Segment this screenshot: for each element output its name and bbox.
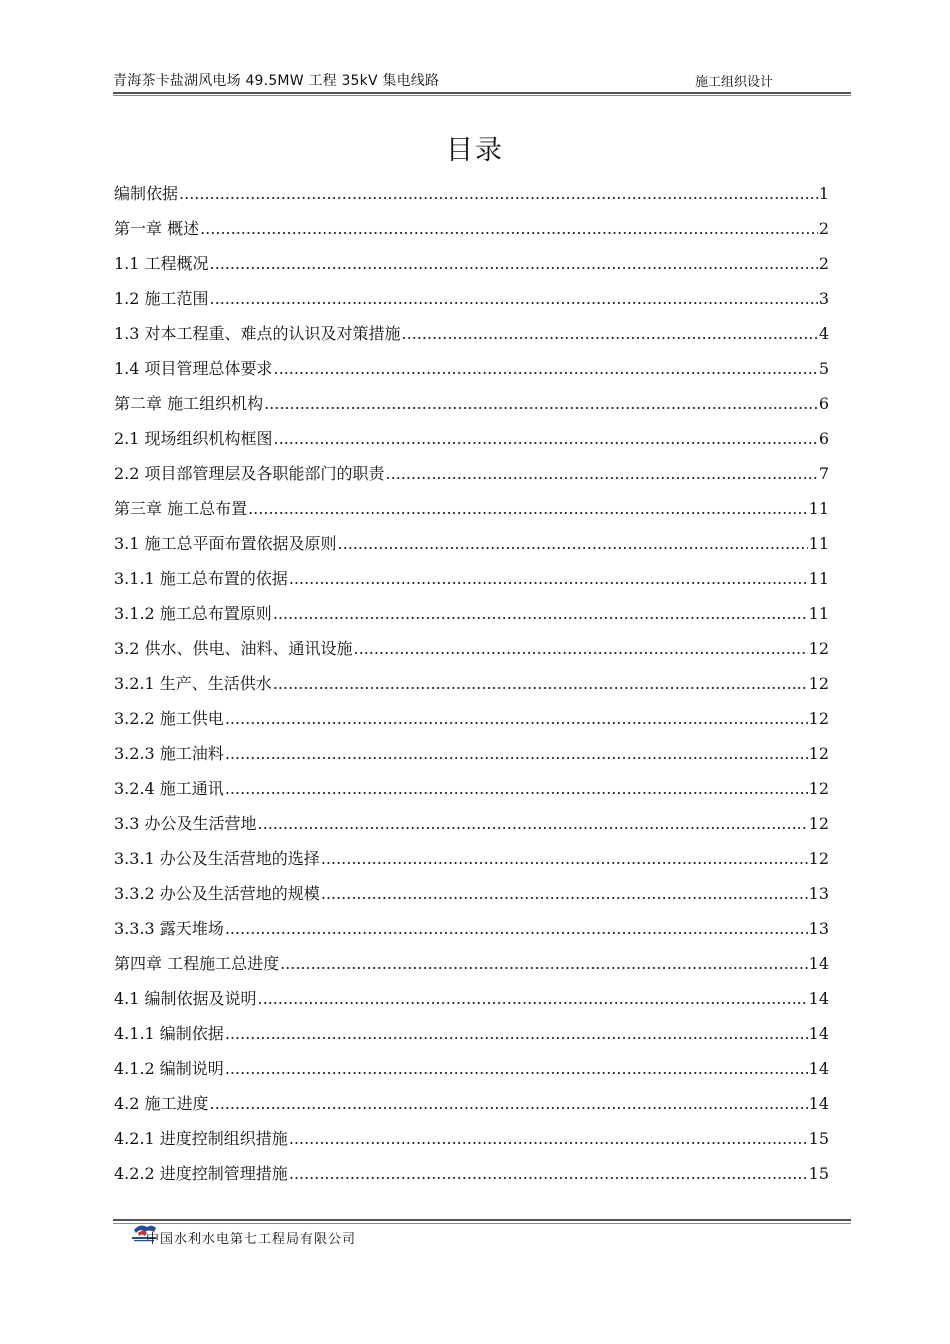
toc-leader-dots [225,1020,808,1048]
page-header [113,70,851,92]
toc-entry-page-number: 12 [808,709,829,728]
toc-leader-dots [264,390,818,418]
toc-leader-dots [225,915,808,943]
toc-entry[interactable] [114,1055,829,1090]
toc-entry-page-number: 15 [808,1129,829,1148]
toc-entry-title: 编制依据 [114,184,179,203]
toc-entry-title: 3.2.3 施工油料 [114,744,224,763]
toc-leader-dots [338,530,808,558]
toc-leader-dots [354,635,808,663]
header-document-type: 施工组织设计 [695,75,774,90]
toc-entry[interactable] [114,705,829,740]
toc-entry-title: 3.3.3 露天堆场 [114,919,224,938]
toc-entry-title: 4.2 施工进度 [114,1094,209,1113]
footer-rule-thin [113,1223,851,1224]
toc-leader-dots [402,320,818,348]
toc-leader-dots [274,355,818,383]
header-rule-thin [113,95,851,96]
toc-entry-page-number: 1 [818,184,829,203]
toc-entry-page-number: 13 [808,919,829,938]
toc-entry[interactable] [114,425,829,460]
toc-entry[interactable] [114,1020,829,1055]
toc-entry[interactable] [114,495,829,530]
toc-entry-title: 第二章 施工组织机构 [114,394,264,413]
toc-entry-page-number: 3 [818,289,829,308]
toc-leader-dots [225,1055,808,1083]
toc-leader-dots [280,950,808,978]
footer-company-name: 中国水利水电第七工程局有限公司 [146,1232,357,1247]
toc-leader-dots [179,180,818,208]
toc-entry-title: 第三章 施工总布置 [114,499,248,518]
toc-leader-dots [289,565,808,593]
toc-entry-page-number: 7 [818,464,829,483]
toc-leader-dots [210,285,818,313]
toc-entry-page-number: 6 [818,394,829,413]
toc-entry-title: 4.1.2 编制说明 [114,1059,224,1078]
toc-entry[interactable] [114,180,829,215]
toc-entry-title: 1.4 项目管理总体要求 [114,359,273,378]
toc-entry-title: 3.3 办公及生活营地 [114,814,257,833]
toc-entry-title: 4.2.2 进度控制管理措施 [114,1164,288,1183]
toc-entry-title: 4.1 编制依据及说明 [114,989,257,1008]
toc-entry[interactable] [114,600,829,635]
toc-entry-title: 2.1 现场组织机构框图 [114,429,273,448]
toc-entry[interactable] [114,845,829,880]
toc-entry-title: 1.1 工程概况 [114,254,209,273]
toc-entry-title: 3.1.1 施工总布置的依据 [114,569,288,588]
toc-entry-page-number: 12 [808,639,829,658]
toc-entry[interactable] [114,565,829,600]
toc-leader-dots [225,775,808,803]
toc-leader-dots [200,215,818,243]
toc-leader-dots [258,810,808,838]
toc-entry-title: 3.2 供水、供电、油料、通讯设施 [114,639,353,658]
toc-leader-dots [225,740,808,768]
toc-entry[interactable] [114,215,829,250]
toc-entry[interactable] [114,740,829,775]
toc-entry-page-number: 12 [808,779,829,798]
toc-entry-page-number: 11 [808,569,829,588]
toc-entry[interactable] [114,390,829,425]
toc-entry[interactable] [114,880,829,915]
toc-entry-page-number: 14 [808,989,829,1008]
toc-entry-title: 3.3.2 办公及生活营地的规模 [114,884,320,903]
toc-entry[interactable] [114,1160,829,1195]
toc-entry[interactable] [114,810,829,845]
toc-entry-page-number: 12 [808,849,829,868]
toc-entry-title: 1.3 对本工程重、难点的认识及对策措施 [114,324,401,343]
toc-entry-page-number: 13 [808,884,829,903]
toc-entry[interactable] [114,915,829,950]
toc-entry[interactable] [114,635,829,670]
header-rule-thick [113,92,851,94]
toc-entry[interactable] [114,530,829,565]
toc-entry-title: 第四章 工程施工总进度 [114,954,280,973]
toc-entry-title: 2.2 项目部管理层及各职能部门的职责 [114,464,385,483]
toc-entry[interactable] [114,670,829,705]
toc-entry-page-number: 14 [808,1024,829,1043]
toc-entry-page-number: 11 [808,534,829,553]
toc-leader-dots [225,705,808,733]
toc-entry[interactable] [114,1125,829,1160]
toc-leader-dots [248,495,808,523]
toc-entry-page-number: 12 [808,674,829,693]
toc-entry-page-number: 4 [818,324,829,343]
toc-entry[interactable] [114,320,829,355]
toc-leader-dots [273,600,808,628]
toc-entry-page-number: 6 [818,429,829,448]
toc-leader-dots [274,425,818,453]
toc-entry-title: 3.1 施工总平面布置依据及原则 [114,534,337,553]
toc-leader-dots [210,250,818,278]
toc-entry-page-number: 12 [808,814,829,833]
toc-entry[interactable] [114,285,829,320]
toc-entry[interactable] [114,250,829,285]
toc-leader-dots [289,1160,808,1188]
toc-leader-dots [289,1125,808,1153]
toc-entry-title: 3.3.1 办公及生活营地的选择 [114,849,320,868]
toc-entry[interactable] [114,950,829,985]
toc-leader-dots [258,985,808,1013]
toc-entry[interactable] [114,775,829,810]
toc-entry-title: 3.2.2 施工供电 [114,709,224,728]
toc-entry-title: 3.2.1 生产、生活供水 [114,674,272,693]
toc-entry-page-number: 2 [818,219,829,238]
footer-rule-thick [113,1219,851,1221]
toc-entry-page-number: 11 [808,604,829,623]
toc-entry-page-number: 12 [808,744,829,763]
toc-entry-page-number: 14 [808,954,829,973]
toc-leader-dots [210,1090,808,1118]
toc-entry[interactable] [114,460,829,495]
toc-entry-title: 4.2.1 进度控制组织措施 [114,1129,288,1148]
table-of-contents [114,180,829,1195]
toc-entry-title: 第一章 概述 [114,219,200,238]
toc-entry[interactable] [114,1090,829,1125]
toc-entry[interactable] [114,355,829,390]
toc-entry[interactable] [114,985,829,1020]
toc-entry-page-number: 14 [808,1094,829,1113]
toc-entry-title: 4.1.1 编制依据 [114,1024,224,1043]
toc-entry-page-number: 2 [818,254,829,273]
toc-entry-title: 1.2 施工范围 [114,289,209,308]
toc-entry-page-number: 14 [808,1059,829,1078]
toc-entry-page-number: 15 [808,1164,829,1183]
toc-leader-dots [321,880,808,908]
toc-leader-dots [321,845,808,873]
page-title: 目录 [446,135,504,166]
toc-leader-dots [386,460,818,488]
header-project-title: 青海茶卡盐湖风电场 49.5MW 工程 35kV 集电线路 [113,73,440,89]
toc-leader-dots [273,670,808,698]
toc-entry-title: 3.2.4 施工通讯 [114,779,224,798]
toc-entry-title: 3.1.2 施工总布置原则 [114,604,272,623]
toc-entry-page-number: 11 [808,499,829,518]
toc-entry-page-number: 5 [818,359,829,378]
